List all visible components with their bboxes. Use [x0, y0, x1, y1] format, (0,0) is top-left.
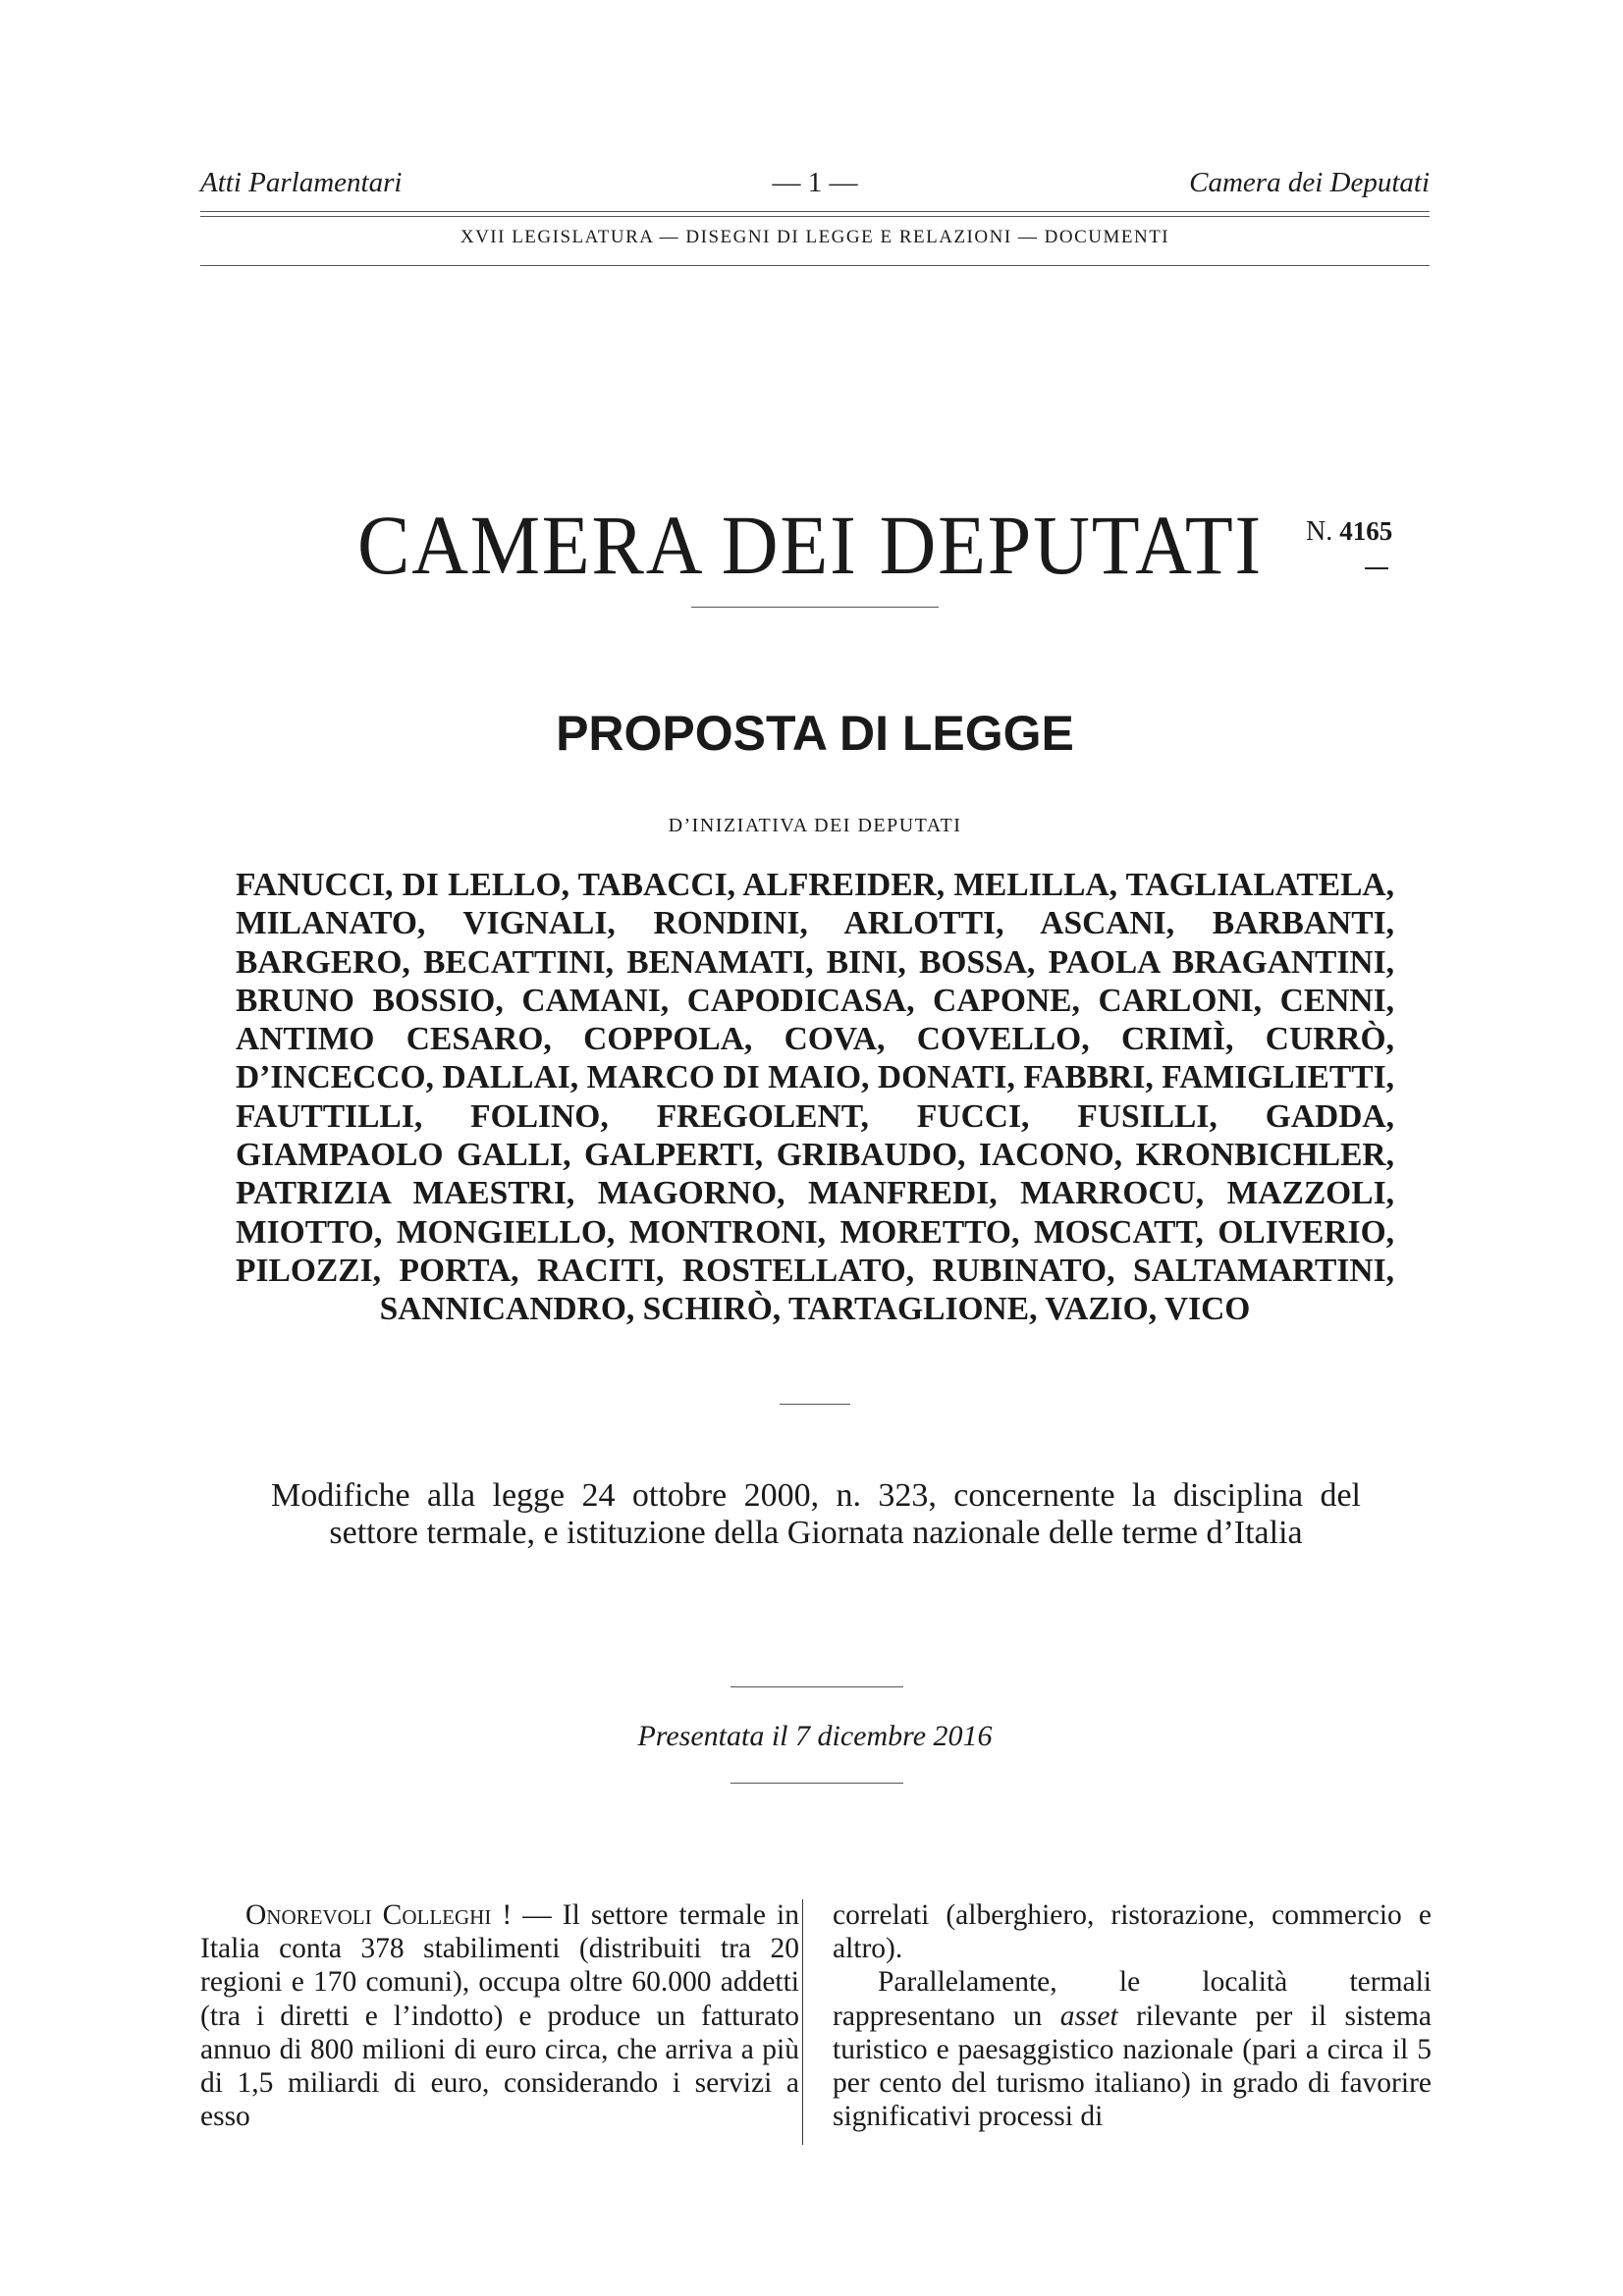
- chamber-title: CAMERA DEI DEPUTATI: [357, 498, 1264, 592]
- bill-subject: Modifiche alla legge 24 ottobre 2000, n. 323, concernente la disciplina del settore termale, e istituzione della Giornata nazionale delle terme d’Italia: [271, 1477, 1361, 1551]
- bill-type: PROPOSTA DI LEGGE: [556, 706, 1074, 761]
- paragraph-italic-term: asset: [1059, 2000, 1118, 2032]
- running-header: [200, 167, 1430, 206]
- page-number: — 1 —: [772, 167, 858, 198]
- deputies-list: FANUCCI, DI LELLO, TABACCI, ALFREIDER, MELILLA, TAGLIALATELA, MILANATO, VIGNALI, RONDINI, ARLOTTI, ASCANI, BARBANTI, BARGERO, BECATTINI, BENAMATI, BINI, BOSSA, PAOLA BRAGANTINI, BRUNO BOSSIO, CAMANI, CAPODICASA, CAPONE, CARLONI, CENNI, ANTIMO CESARO, COPPOLA, COVA, COVELLO, CRIMÌ, CURRÒ, D’INCECCO, DALLAI, MARCO DI MAIO, DONATI, FABBRI, FAMIGLIETTI, FAUTTILLI, FOLINO, FREGOLENT, FUCCI, FUSILLI, GADDA, GIAMPAOLO GALLI, GALPERTI, GRIBAUDO, IACONO, KRONBICHLER, PATRIZIA MAESTRI, MAGORNO, MANFREDI, MARROCU, MAZZOLI, MIOTTO, MONGIELLO, MONTRONI, MORETTO, MOSCATT, OLIVERIO, PILOZZI, PORTA, RACITI, ROSTELLATO, RUBINATO, SALTAMARTINI, SANNICANDRO, SCHIRÒ, TARTAGLIONE, VAZIO, VICO: [236, 867, 1394, 1328]
- paragraph-text: rilevante per il sistema turistico e paesaggistico nazionale (pari a circa il 5 per cento del turismo italiano) in grado di favorire significativi processi di: [833, 2000, 1432, 2133]
- header-right-title: Camera dei Deputati: [1189, 167, 1430, 198]
- date-rule-bottom: [730, 1783, 903, 1784]
- paragraph-text: — Il settore termale in Italia conta 378 stabilimenti (distribuiti tra 20 regioni e 170 comuni), occupa oltre 60.000 addetti (tra i diretti e l’indotto) e produce un fatturato annuo di 800 milioni di euro circa, che arriva a più di 1,5 miliardi di euro, considerando i servizi a esso: [200, 1899, 799, 2133]
- header-rule-bottom: [200, 265, 1430, 266]
- report-column-left: [200, 1898, 799, 2133]
- header-rule-top: [200, 211, 1430, 212]
- deputies-separator: [780, 1404, 850, 1405]
- initiative-label: D’INIZIATIVA DEI DEPUTATI: [668, 815, 962, 836]
- presentation-date: Presentata il 7 dicembre 2016: [637, 1720, 993, 1752]
- document-number-prefix: N.: [1306, 516, 1333, 547]
- report-column-right: [833, 1898, 1432, 2133]
- title-separator: [691, 607, 939, 608]
- report-paragraph-continuation: correlati (alberghiero, ristorazione, commercio e altro).: [833, 1899, 1432, 1965]
- salutation: Onorevoli Colleghi !: [245, 1899, 513, 1931]
- column-divider: [802, 1899, 803, 2145]
- report-paragraph: [200, 1898, 799, 2133]
- paragraph-text: Parallelamente, le località termali rappresentano un: [833, 1966, 1432, 2032]
- header-subheading: XVII LEGISLATURA — DISEGNI DI LEGGE E RELAZIONI — DOCUMENTI: [460, 227, 1170, 247]
- document-number-value: 4165: [1339, 516, 1393, 546]
- document-number-dash: [1365, 567, 1388, 569]
- document-number: [1306, 516, 1392, 548]
- report-paragraph: [833, 1965, 1432, 2133]
- header-left-title: Atti Parlamentari: [200, 167, 403, 198]
- header-rule-double: [200, 216, 1430, 217]
- date-rule-top: [730, 1686, 903, 1687]
